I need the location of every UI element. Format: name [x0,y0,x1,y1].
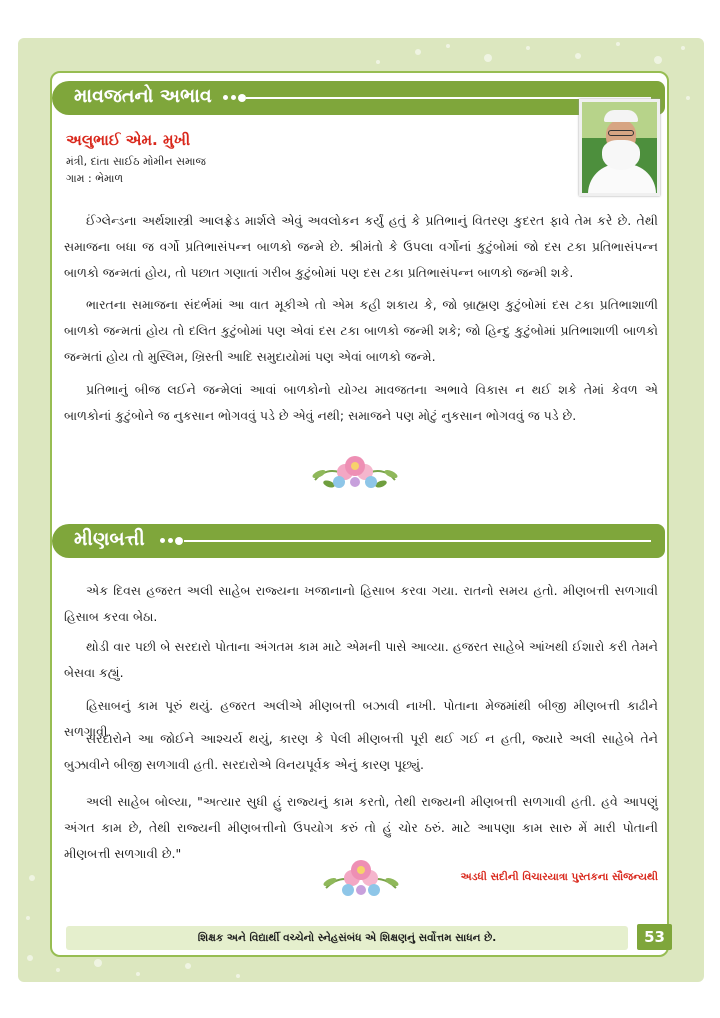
title-dot [238,94,246,102]
section-header-minbatti [52,524,665,558]
source-credit: અડધી સદીની વિચારયાત્રા પુસ્તકના સૌજન્યથી [460,871,658,883]
section-header-mavajat [52,81,665,115]
page-number: 53 [637,924,672,950]
paragraph: ભારતના સમાજના સંદર્ભમાં આ વાત મૂકીએ તો એમ કહી શકાય કે, જો બ્રાહ્મણ કુટુંબોમાં દસ ટકા પ્રતિભાશાળી બાળકો જન્મતાં હોય તો દલિત કુટુંબોમાં પણ એવાં દસ ટકા બાળકો જન્મી શકે; જો હિન્દુ કુટુંબોમાં પ્રતિભાશાળી બાળકો જન્મતાં હોય તો મુસ્લિમ, ખ્રિસ્તી આદિ સમુદાયોમાં પણ એવાં બાળકો જન્મે. [64,297,658,364]
author-photo [579,99,660,196]
paragraph: થોડી વાર પછી બે સરદારો પોતાના અંગતમ કામ માટે એમની પાસે આવ્યા. હજરત સાહેબે આંખથી ઈશારો કરી તેમને બેસવા કહ્યું. [64,639,658,680]
author-name: અલુભાઈ એમ. મુખી [66,131,191,149]
title-rule [184,540,651,542]
section-title: મીણબત્તી [74,528,145,550]
paragraph: પ્રતિભાનું બીજ લઈને જન્મેલાં આવાં બાળકોનો યોગ્ય માવજતના અભાવે વિકાસ ન થઈ શકે તેમાં કેવળ એ બાળકોનાં કુટુંબોને જ નુકસાન ભોગવવું પડે છે એવું નથી; સમાજને પણ મોટું નુકસાન ભોગવવું જ પડે છે. [64,382,658,423]
title-dot-small [231,95,236,100]
paragraph: એક દિવસ હજરત અલી સાહેબ રાજ્યના ખજાનાનો હિસાબ કરવા ગયા. રાતનો સમય હતો. મીણબત્તી સળગાવી હિસાબ કરવા બેઠા. [64,583,658,624]
paragraph: સરદારોને આ જોઈને આશ્ચર્ય થયું, કારણ કે પેલી મીણબત્તી પૂરી થઈ ગઈ ન હતી, જ્યારે અલી સાહેબે તેને બુઝાવીને બીજી સળગાવી હતી. સરદારોએ વિનયપૂર્વક એનું કારણ પૂછ્યું. [64,731,658,772]
title-dot-small [223,95,228,100]
title-dot [175,537,183,545]
section-title: માવજતનો અભાવ [74,85,212,107]
title-dot-small [168,538,173,543]
footer-quote: શિક્ષક અને વિદ્યાર્થી વચ્ચેનો સ્નેહસંબંધ એ શિક્ષણનું સર્વોત્તમ સાધન છે. [66,926,628,950]
floral-ornament [318,852,404,902]
title-dot-small [160,538,165,543]
author-role: મંત્રી, દાંતા સાઈઠ મોમીન સમાજ [66,155,206,168]
paragraph: ઈંગ્લેન્ડના અર્થશાસ્ત્રી આલફ્રેડ માર્શલે એવું અવલોકન કર્યું હતું કે પ્રતિભાનું વિતરણ કુદરત ફાવે તેમ કરે છે. તેથી સમાજના બધા જ વર્ગો પ્રતિભાસંપન્ન બાળકો જન્મે છે. શ્રીમંતો કે ઉપલા વર્ગોનાં કુટુંબોમાં જો દસ ટકા પ્રતિભાસંપન્ન બાળકો જન્મતાં હોય, તો પછાત ગણાતાં ગરીબ કુટુંબોમાં પણ દસ ટકા પ્રતિભાસંપન્ન બાળકો જન્મી શકે. [64,213,658,280]
floral-divider [305,450,405,494]
author-village: ગામ : ભેમાળ [66,172,124,185]
paragraph: અલી સાહેબ બોલ્યા, "અત્યાર સુધી હું રાજ્યનું કામ કરતો, તેથી રાજ્યની મીણબત્તી સળગાવી હતી. હવે આપણું અંગત કામ છે, તેથી રાજ્યની મીણબત્તીનો ઉપયોગ કરું તો હું ચોર ઠરું. માટે આપણા કામ સારુ મેં મારી પોતાની મીણબત્તી સળગાવી છે." [64,794,658,861]
paragraph: હિસાબનું કામ પૂરું થયું. હજરત અલીએ મીણબત્તી બઝાવી નાખી. પોતાના મેજમાંથી બીજી મીણબત્તી કાઢીને સળગાવી. [64,698,658,739]
